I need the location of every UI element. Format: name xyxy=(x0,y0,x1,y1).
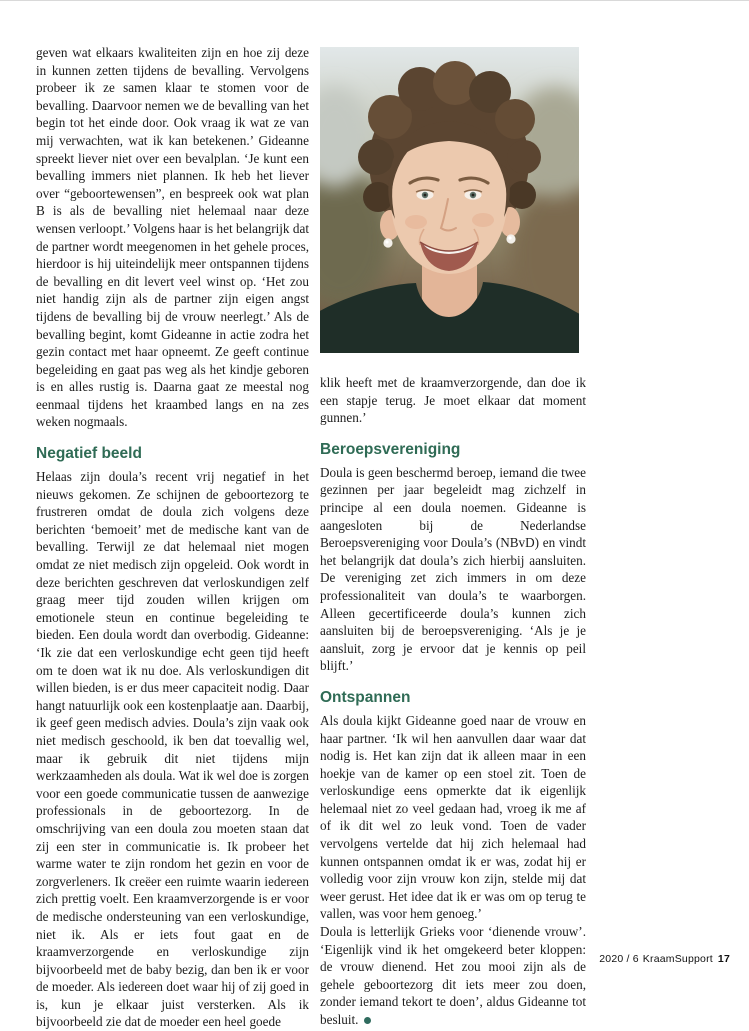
closing-paragraph xyxy=(320,923,586,1029)
continuation-paragraph: klik heeft met de kraamverzorgende, dan doe ik een stapje terug. Je moet elkaar dat moment gunnen.’ xyxy=(320,375,586,426)
footer-issue: 2020 / 6 xyxy=(599,953,639,965)
footer-page-number: 17 xyxy=(717,953,730,965)
section-paragraph: Doula is geen beschermd beroep, iemand die twee gezinnen per jaar begeleidt mag zichzelf in principe al een doula noemen. Gideanne is aangesloten bij de Nederlandse Beroepsvereniging voor Doula’s (NBvD) en vindt het belangrijk dat doula’s zich hierbij aansluiten. De vereniging zet zich immers in om deze professionaliteit van doula’s te waarborgen. Alleen gecertificeerde doula’s kunnen zich aansluiten bij de beroepsvereniging. ‘Als je je aansluit, zorg je ervoor dat je kennis op peil blijft.’ xyxy=(320,464,586,674)
page-footer xyxy=(599,953,730,965)
page-top-rule xyxy=(0,0,749,1)
intro-paragraph: geven wat elkaars kwaliteiten zijn en hoe zij deze in kunnen zetten tijdens de bevalling. Vervolgens probeer ik ze samen klaar te stomen voor de bevalling. Daarvoor nemen we de bevalling van het begin tot het einde door. Ook vraag ik wat ze van mij verwachten, wat ik kan betekenen.’ Gideanne spreekt liever niet over een bevalplan. ‘Je kunt een bevalling immers niet plannen. Ik heb het liever over “geboortewensen”, en bespreek ook wat plan B is als de bevalling niet helemaal naar deze wensen verloopt.’ Volgens haar is het belangrijk dat de partner wordt meegenomen in het gehele proces, hierdoor is hij uiteindelijk meer ontspannen tijdens de bevalling en dit levert veel winst op. ‘Het zou niet handig zijn als de partner zijn eigen angst tijdens de bevalling bij de vrouw neerlegt.’ Als de bevalling begint, komt Gideanne in actie zodra het gezin contact met haar opneemt. Ze geeft continue begeleiding en gaat pas weg als het kindje geboren is en alles rustig is. Daarna gaat ze meestal nog eenmaal tijdens het kraambed langs en na zes weken nogmaals. xyxy=(36,45,309,430)
section-heading-negatief-beeld: Negatief beeld xyxy=(36,445,142,463)
section-paragraph: Helaas zijn doula’s recent vrij negatief in het nieuws gekomen. Ze schijnen de geboortezorg te frustreren omdat de doula zich volgens deze berichten ‘bemoeit’ met de medische kant van de bevalling. Terwijl ze dat helemaal niet mogen omdat ze niet medisch zijn opgeleid. Ook wordt in deze berichten geschreven dat verloskundigen zelf graag meer tijd zouden willen krijgen om emotionele steun en continue begeleiding te bieden. Een doula wordt dan overbodig. Gideanne: ‘Ik zie dat een verloskundige echt geen tijd heeft om te doen wat ik nu doe. Als verloskundigen dit willen bieden, is er dus meer capaciteit nodig. Daar hangt natuurlijk ook een kostenplaatje aan. Daarbij, ik geef geen medisch advies. Doula’s zijn vaak ook niet medisch geschoold, ik ben dat toevallig wel, maar ik gebruik dit niet tijdens mijn werkzaamheden als doula. Wat ik wel doe is zorgen voor een goede communicatie tussen de aanwezige professionals in de geboortezorg. In de omschrijving van een doula zou moeten staan dat zij een ster in communicatie is. Ik probeer het warme water te zijn rondom het gezin en voor de zorgverleners. Ik creëer een ruimte waarin iedereen zich prettig voelt. Een kraamverzorgende is er voor de medische ondersteuning van een verloskundige, niet ik. Als er iets fout gaat en de kraamverzorgende en verloskundige zijn bijvoorbeeld met de baby bezig, dan ben ik er voor de moeder. Als iedereen doet waar hij of zij goed in is, kun je elkaar juist versterken. Als ik bijvoorbeeld zie dat de moeder een heel goede xyxy=(36,469,309,1030)
left-column xyxy=(36,44,309,1031)
right-column xyxy=(320,47,586,1029)
closing-paragraph-text: Doula is letterlijk Grieks voor ‘dienende vrouw’. ‘Eigenlijk vind ik het omgekeerd beter kloppen: de vrouw dienend. Het zou mooi zijn als de gehele geboortezorg dit iets meer zou doen, zonder iemand tekort te doen’, aldus Gideanne tot besluit. xyxy=(320,924,586,1027)
portrait-photo xyxy=(320,47,579,353)
section-heading-beroepsvereniging: Beroepsvereniging xyxy=(320,440,461,458)
section-paragraph: Als doula kijkt Gideanne goed naar de vrouw en haar partner. ‘Ik wil hen aanvullen daar waar dat nodig is. Het kan zijn dat ik alleen maar in een hoekje van de kamer op een stoel zit. Toen de verloskundige eens opmerkte dat ik eigenlijk helemaal niet zo veel gedaan had, vroeg ik me af of ik dit wel zo leuk vond. Toen de vader vervolgens vertelde dat hij zich helemaal had kunnen ontspannen omdat ik er was, zodat hij er volledig voor zijn vrouw kon zijn, stelde mij dat weer gerust. Het idee dat ik er was om op terug te vallen, was voor hem genoeg.’ xyxy=(320,712,586,922)
section-heading-ontspannen: Ontspannen xyxy=(320,688,411,706)
article-end-dot xyxy=(364,1017,371,1024)
footer-magazine-title: KraamSupport xyxy=(642,953,713,965)
